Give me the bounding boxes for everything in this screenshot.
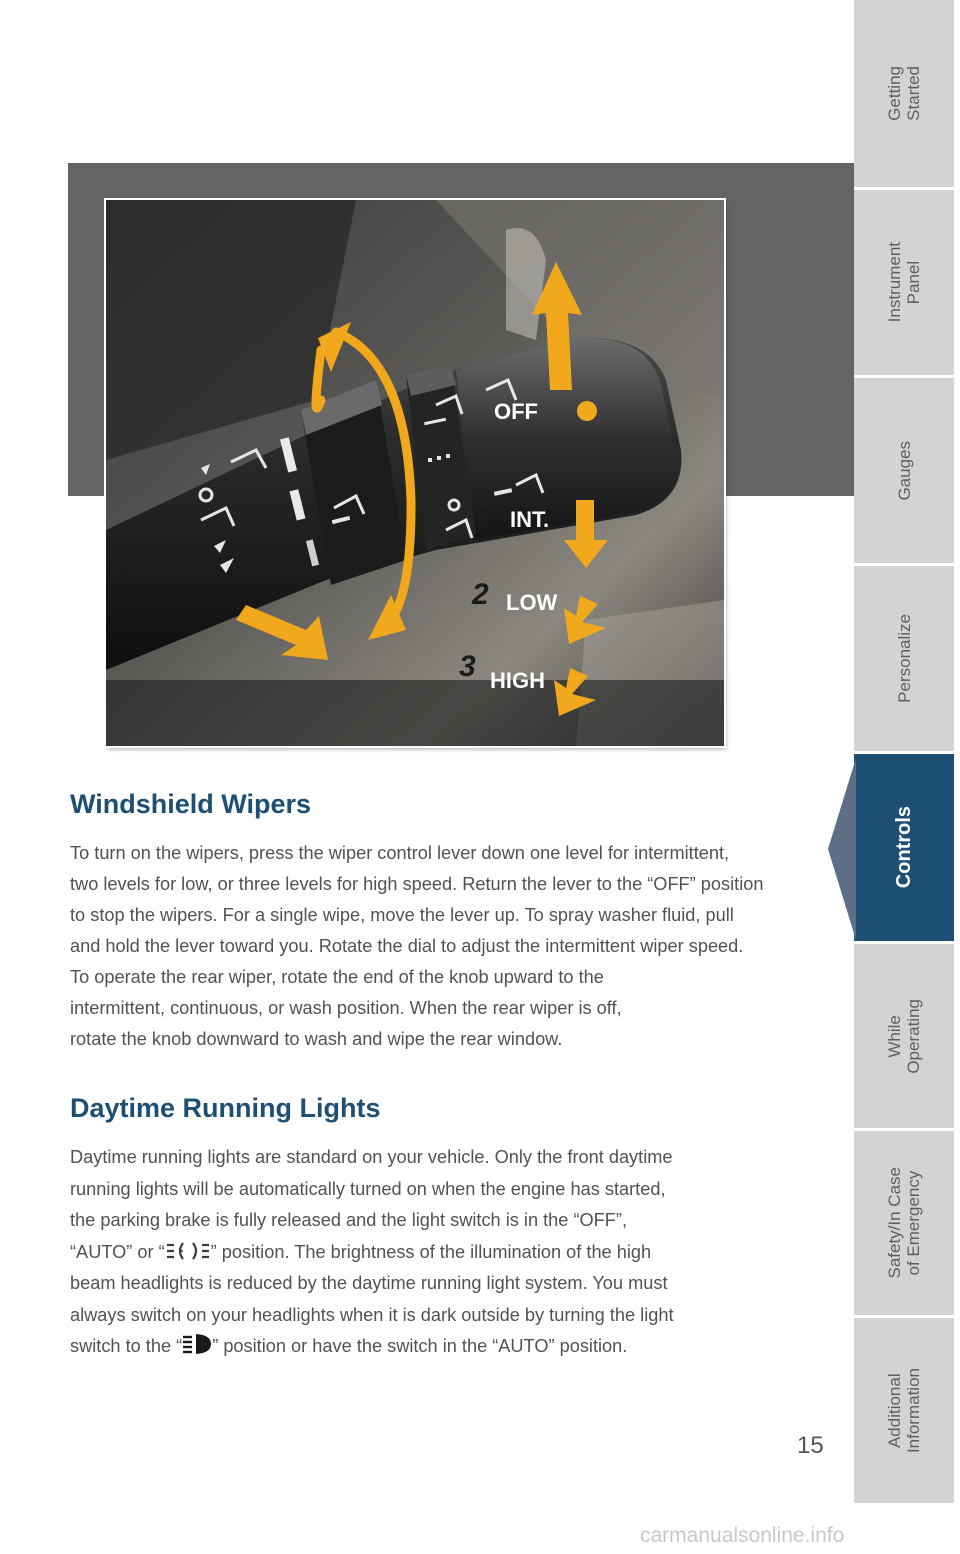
- text-line: intermittent, continuous, or wash position. When the rear wiper is off,: [70, 998, 622, 1018]
- tab-getting-started[interactable]: [854, 0, 954, 190]
- text-segment: switch to the “: [70, 1336, 183, 1356]
- tab-label: Gauges: [894, 440, 914, 501]
- step-2-number: 2: [472, 578, 489, 611]
- int-position-label: INT.: [510, 507, 550, 532]
- text-line: To operate the rear wiper, rotate the end of the knob upward to the: [70, 967, 604, 987]
- tab-gauges[interactable]: [854, 378, 954, 566]
- tab-label: Instrument Panel: [885, 242, 923, 323]
- watermark: carmanualsonline.info: [640, 1524, 845, 1547]
- step-3-number: 3: [459, 650, 476, 683]
- tab-label: Safety/In Case of Emergency: [885, 1167, 923, 1279]
- tab-label: Getting Started: [885, 66, 923, 121]
- text-line: [70, 1331, 674, 1363]
- low-position-label: LOW: [506, 590, 558, 615]
- text-line: always switch on your headlights when it is dark outside by turning the light: [70, 1304, 674, 1325]
- text-line: To turn on the wipers, press the wiper control lever down one level for intermittent,: [70, 843, 730, 863]
- text-line: running lights will be automatically turned on when the engine has started,: [70, 1178, 666, 1199]
- active-tab-pointer: [826, 758, 856, 940]
- parking-light-icon: [165, 1240, 211, 1262]
- text-line: beam headlights is reduced by the daytime running light system. You must: [70, 1273, 668, 1293]
- drl-paragraph: [70, 1142, 674, 1363]
- step-1-number: 1: [473, 502, 490, 535]
- tab-label: While Operating: [885, 998, 923, 1074]
- text-line: and hold the lever toward you. Rotate the dial to adjust the intermittent wiper speed.: [70, 936, 744, 956]
- text-line: to stop the wipers. For a single wipe, move the lever up. To spray washer fluid, pull: [70, 905, 734, 925]
- headlight-icon: [182, 1332, 212, 1356]
- tab-label: Additional Information: [885, 1367, 923, 1454]
- tab-additional-information[interactable]: [854, 1318, 954, 1506]
- wipers-paragraph-2: [70, 962, 622, 1055]
- wipers-heading: Windshield Wipers: [70, 789, 312, 819]
- text-segment: ” position. The brightness of the illumination of the high: [210, 1241, 652, 1262]
- text-line: [70, 1237, 674, 1269]
- off-position-label: OFF: [494, 399, 538, 424]
- drl-heading: Daytime Running Lights: [70, 1093, 381, 1123]
- text-segment: “AUTO” or “: [70, 1241, 165, 1262]
- wiper-lever-illustration: [106, 200, 724, 746]
- text-line: the parking brake is fully released and the light switch is in the “OFF”,: [70, 1210, 627, 1230]
- tab-personalize[interactable]: [854, 566, 954, 754]
- tab-instrument-panel[interactable]: [854, 190, 954, 378]
- text-line: two levels for low, or three levels for high speed. Return the lever to the “OFF” position: [70, 874, 764, 894]
- tab-controls[interactable]: [854, 754, 954, 944]
- tab-while-operating[interactable]: [854, 944, 954, 1131]
- text-line: rotate the knob downward to wash and wipe the rear window.: [70, 1029, 563, 1049]
- page-number: 15: [797, 1432, 824, 1459]
- tab-label: Controls: [892, 806, 915, 889]
- text-segment: ” position or have the switch in the “AUTO” position.: [212, 1336, 628, 1356]
- tab-safety-emergency[interactable]: [854, 1131, 954, 1318]
- high-position-label: HIGH: [490, 668, 545, 693]
- wiper-lever-photo: [106, 200, 724, 746]
- section-tabs: [854, 0, 960, 1554]
- text-line: Daytime running lights are standard on your vehicle. Only the front daytime: [70, 1147, 673, 1167]
- tab-label: Personalize: [894, 614, 914, 703]
- wipers-paragraph-1: [70, 838, 763, 962]
